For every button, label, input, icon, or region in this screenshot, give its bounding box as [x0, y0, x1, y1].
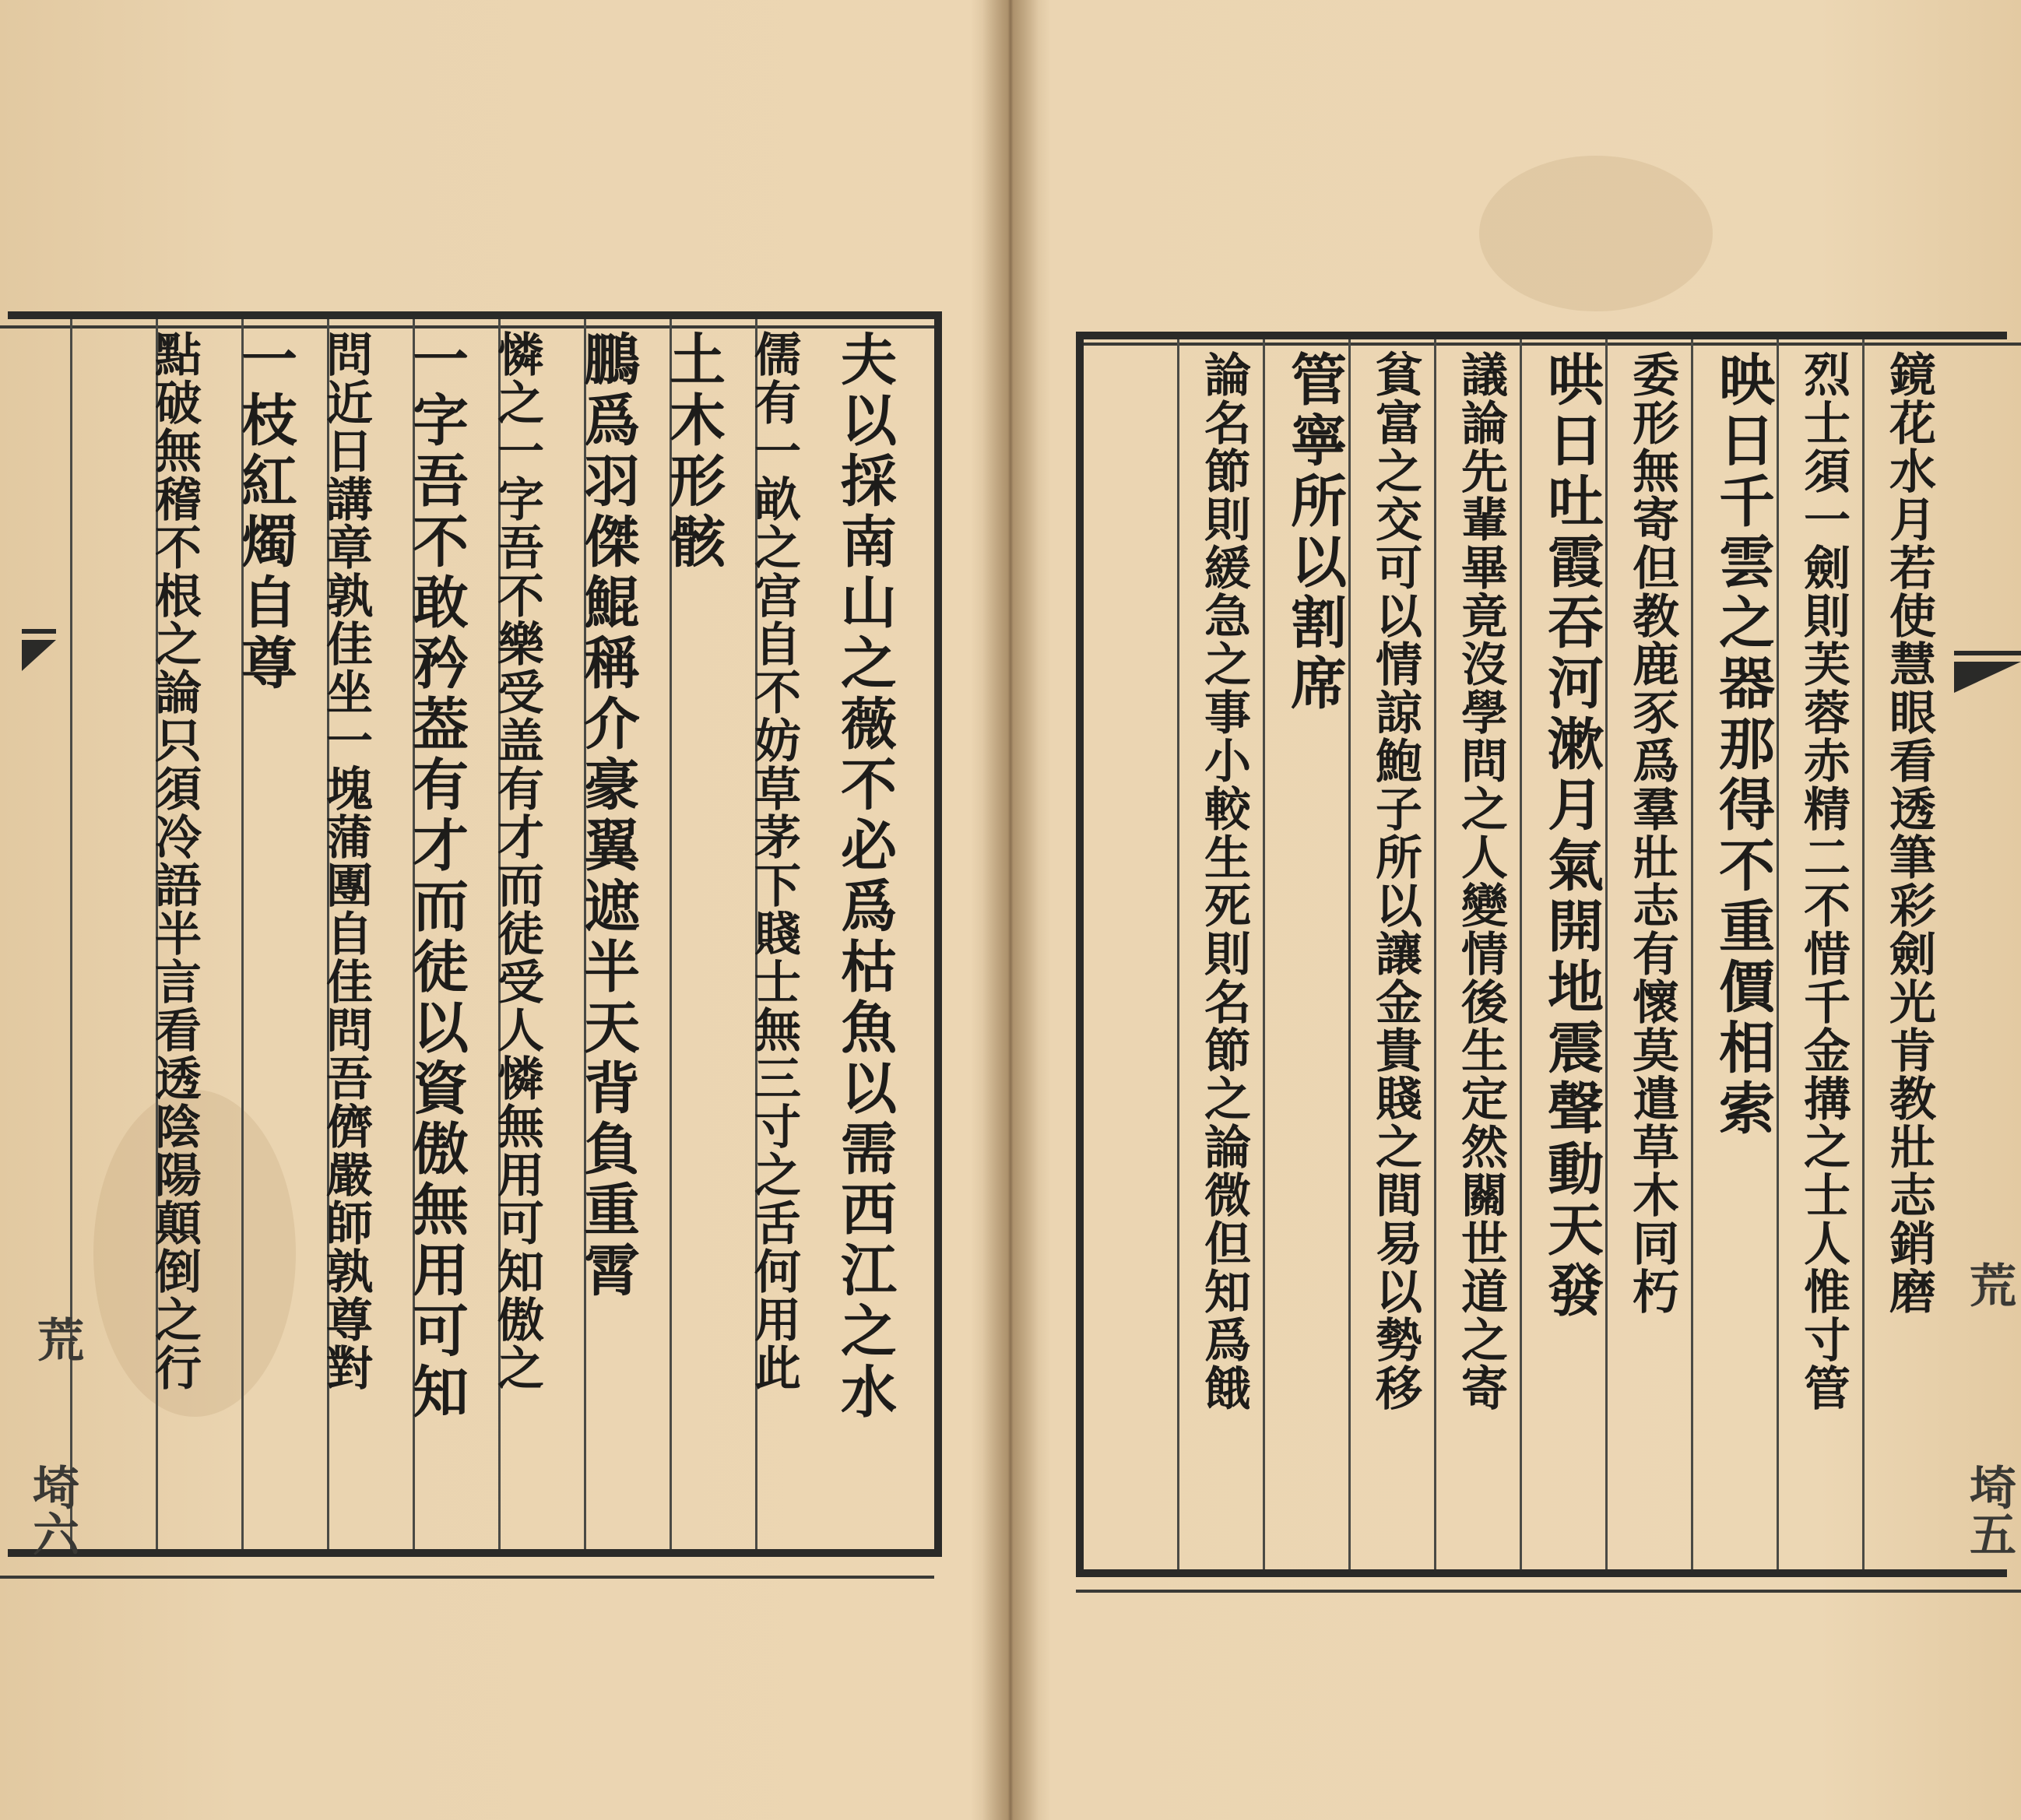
column-rule — [1520, 339, 1522, 1569]
text-column: 儒有一畝之宫自不妨草茅下賤士無三寸之舌何用此 — [747, 330, 801, 1392]
fishtail-mark — [1954, 662, 2021, 693]
margin-title: 荒 — [1962, 1261, 2016, 1308]
column-rule — [1605, 339, 1608, 1569]
text-column: 夫以採南山之薇不必爲枯魚以需西江之水 — [831, 330, 898, 1423]
text-frame — [1076, 332, 2007, 1577]
text-column: 土木形骸 — [660, 330, 726, 573]
margin-page-number: 埼六 — [25, 1463, 79, 1557]
margin-title: 荒 — [30, 1316, 84, 1362]
text-column: 問近日講章孰佳坐一塊蒲團自佳問吾儕嚴師孰尊對 — [318, 330, 373, 1392]
text-frame — [8, 311, 942, 1557]
text-column: 管寧所以割席 — [1281, 350, 1348, 715]
column-rule — [1777, 339, 1779, 1569]
column-rule — [1177, 339, 1179, 1569]
text-column: 映日千雲之器那得不重價相索 — [1710, 350, 1776, 1140]
fishtail-rule — [22, 629, 56, 634]
text-column: 議論先輩畢竟沒學問之人變情後生定然關世道之寄 — [1453, 350, 1508, 1412]
fishtail-mark — [22, 640, 56, 671]
text-column: 貧富之交可以情諒鮑子所以讓金貴賤之間易以勢移 — [1368, 350, 1422, 1412]
text-column: 一枝紅燭自尊 — [232, 330, 298, 694]
text-column: 鵬爲羽傑鯤稱介豪翼遮半天背負重霄 — [575, 330, 641, 1302]
column-rule — [1691, 339, 1693, 1569]
right-page — [1012, 0, 2021, 1820]
bottom-border-line — [1076, 1590, 2021, 1593]
bottom-border-line — [0, 1576, 934, 1579]
column-rule — [1263, 339, 1265, 1569]
fishtail-rule — [1954, 651, 2021, 655]
text-column: 憐之一字吾不樂受盖有才而徒受人憐無用可知傲之 — [490, 330, 544, 1392]
column-rule — [70, 319, 72, 1549]
column-rule — [1862, 339, 1865, 1569]
text-column: 委形無寄但教鹿豕爲羣壯志有懷莫遣草木同朽 — [1625, 350, 1679, 1316]
text-column: 哄日吐霞吞河漱月氣開地震聲動天發 — [1538, 350, 1604, 1322]
text-column: 烈士須一劍則芙蓉赤精二不惜千金搆之士人惟寸管 — [1796, 350, 1851, 1412]
left-page — [0, 0, 1007, 1820]
column-rule — [1348, 339, 1351, 1569]
text-column: 一字吾不敢矜葢有才而徒以資傲無用可知 — [403, 330, 469, 1423]
text-column: 鏡花水月若使慧眼看透筆彩劍光肯教壯志銷磨 — [1882, 350, 1936, 1316]
text-column: 點破無稽不根之論只須冷語半言看透陰陽顛倒之行 — [147, 330, 202, 1392]
text-column: 論名節則緩急之事小較生死則名節之論微但知爲餓 — [1197, 350, 1251, 1412]
column-rule — [1434, 339, 1436, 1569]
margin-page-number: 埼五 — [1962, 1463, 2016, 1557]
